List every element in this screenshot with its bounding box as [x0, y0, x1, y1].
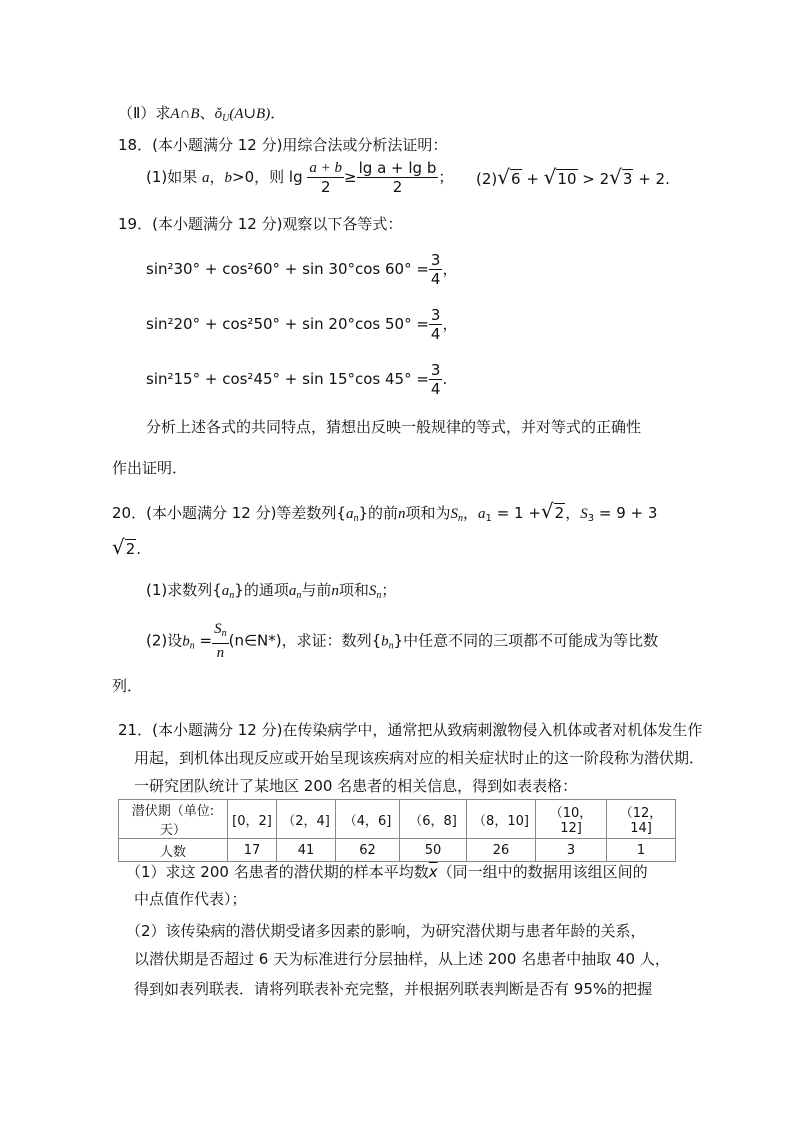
q18-part2 — [476, 162, 670, 194]
comma: ， — [442, 260, 458, 278]
sqrt-6: √6 — [497, 165, 521, 189]
sub-n: n — [229, 590, 235, 601]
q20-line2 — [112, 534, 141, 562]
frac-denominator: 4 — [430, 325, 441, 343]
frac-denominator: 4 — [430, 270, 441, 288]
period: . — [136, 540, 142, 558]
text: (n∈N*)，求证：数列{ — [228, 631, 382, 650]
table-cell: 50 — [400, 839, 467, 862]
q20-heading — [112, 498, 657, 532]
table-header-cell: （6，8] — [400, 800, 467, 839]
period: . — [442, 370, 448, 388]
equation-text: sin²15° + cos²45° + sin 15°cos 45° = — [146, 370, 429, 388]
frac-denominator: 4 — [430, 380, 441, 398]
var-s: S — [214, 621, 222, 637]
q21-sub2-line1: （2）该传染病的潜伏期受诸多因素的影响，为研究潜伏期与患者年龄的关系， — [126, 922, 646, 940]
var-s: S — [580, 506, 588, 522]
var-s: S — [368, 583, 377, 599]
table-cell: 62 — [336, 839, 400, 862]
table-header-cell: [0，2] — [228, 800, 277, 839]
radicand: 10 — [557, 170, 577, 188]
part-ii-text: 求 — [155, 104, 171, 122]
text: = 1 + — [491, 504, 541, 522]
q20-line-end: 列． — [112, 677, 143, 695]
x-bar: $\overline{x}$ — [428, 863, 438, 881]
frac-numerator: lg a + lg b — [358, 159, 437, 177]
radicand: 6 — [511, 170, 521, 188]
frac-denominator: 2 — [392, 178, 403, 196]
var-s: S — [450, 506, 459, 522]
table-cell: 1 — [607, 839, 676, 862]
comma: ， — [209, 168, 225, 186]
sqrt-2: √2 — [540, 499, 565, 523]
q21-sub2-line2: 以潜伏期是否超过 6 天为标准进行分层抽样，从上述 200 名患者中抽取 40 人， — [134, 950, 670, 968]
table-header-cell: 潜伏期（单位:天） — [119, 800, 228, 839]
table-header-cell: （2，4] — [277, 800, 336, 839]
table-cell: 26 — [467, 839, 536, 862]
var-b: b — [224, 170, 233, 186]
q19-eq3 — [146, 360, 447, 398]
table-header-cell: （12，14] — [607, 800, 676, 839]
text: 项和 — [338, 581, 369, 599]
ge-symbol: ≥ — [344, 168, 357, 186]
var-n: n — [331, 583, 339, 599]
var-a: a — [478, 506, 486, 522]
text: (2)设 — [146, 631, 183, 650]
separator: 、 — [199, 104, 215, 122]
frac-numerator: 3 — [430, 251, 441, 269]
sub-n: n — [458, 513, 464, 524]
table-header-cell: （8，10] — [467, 800, 536, 839]
table-header-row — [119, 800, 676, 839]
q18-p2-label: (2) — [476, 170, 498, 188]
three-quarters — [429, 361, 443, 398]
sqrt-2: √2 — [112, 535, 136, 559]
var-n: n — [398, 506, 406, 522]
union-expr: (A∪B) — [229, 106, 271, 122]
text: 与前 — [301, 581, 332, 599]
q21-sub1-line2: 中点值作代表）； — [134, 890, 247, 908]
frac-numerator: 3 — [430, 306, 441, 324]
radicand: 2 — [125, 540, 136, 558]
radicand: 3 — [622, 170, 633, 188]
table-cell: 3 — [536, 839, 607, 862]
var-b: b — [182, 633, 190, 650]
semicolon: ； — [438, 168, 454, 186]
q18-p1-label: (1)如果 — [146, 168, 198, 186]
q18-part1 — [146, 158, 453, 197]
q18-condition: >0，则 lg — [232, 168, 303, 186]
part-ii-label: （Ⅱ） — [118, 104, 156, 122]
q18-heading: 18．(本小题满分 12 分)用综合法或分析法证明： — [118, 136, 448, 154]
q21-line-2: 用起，到机体出现反应或开始呈现该疾病对应的相关症状时止的这一阶段称为潜伏期． — [134, 749, 705, 767]
sub-n: n — [388, 640, 394, 652]
text: }的通项 — [234, 581, 289, 599]
three-quarters — [429, 306, 443, 343]
sub-n: n — [376, 590, 382, 601]
sub-n: n — [296, 590, 302, 601]
table-row — [119, 839, 676, 862]
table-header-cell: （10，12] — [536, 800, 607, 839]
period: ． — [270, 104, 286, 122]
equation-text: sin²30° + cos²60° + sin 30°cos 60° = — [146, 260, 429, 278]
q19-text-2: 作出证明． — [112, 459, 188, 477]
q20-part2 — [146, 620, 658, 667]
text: （同一组中的数据用该组区间的 — [437, 863, 648, 881]
three-quarters — [429, 251, 443, 288]
comma: ， — [463, 504, 479, 522]
q18-fraction-right — [357, 159, 439, 196]
q21-sub2-line3: 得到如表列联表．请将列联表补充完整，并根据列联表判断是否有 95%的把握 — [134, 980, 653, 998]
text: }中任意不同的三项都不可能成为等比数 — [393, 631, 659, 650]
var-a: a — [345, 506, 354, 522]
text: 项和为 — [405, 504, 451, 522]
gt-two: > 2 — [577, 170, 610, 188]
table-cell: 17 — [228, 839, 277, 862]
frac-denominator: 2 — [320, 178, 331, 196]
sn-over-n — [212, 620, 229, 662]
q21-line-3: 一研究团队统计了某地区 200 名患者的相关信息，得到如表表格： — [134, 777, 578, 795]
part-ii-line — [118, 103, 285, 129]
q21-sub1-line1 — [126, 862, 648, 882]
sub-3: 3 — [587, 513, 595, 524]
equals: = — [194, 631, 213, 650]
text: （1）求这 200 名患者的潜伏期的样本平均数 — [126, 863, 429, 881]
radicand: 2 — [554, 504, 565, 522]
sub-n: n — [353, 513, 359, 524]
universal-set-sub: U — [222, 113, 230, 124]
frac-numerator — [212, 620, 229, 644]
frac-numerator: a + b — [309, 160, 343, 176]
q19-eq1 — [146, 250, 457, 288]
frac-numerator: 3 — [430, 361, 441, 379]
table-row-label: 人数 — [119, 839, 228, 862]
q21-line-1: 21．(本小题满分 12 分)在传染病学中，通常把从致病刺激物侵入机体或者对机体发生作 — [118, 721, 703, 739]
frac-denominator: n — [216, 645, 225, 661]
semicolon: ； — [381, 581, 397, 599]
q18-fraction-left — [307, 159, 344, 196]
sub-n: n — [189, 640, 195, 652]
sub-1: 1 — [485, 513, 492, 524]
comma: ， — [565, 504, 581, 522]
q19-heading: 19．(本小题满分 12 分)观察以下各等式： — [118, 215, 403, 233]
q19-text-1: 分析上述各式的共同特点，猜想出反映一般规律的等式，并对等式的正确性 — [146, 418, 642, 436]
plus-two: + 2. — [633, 170, 670, 188]
incubation-table — [118, 799, 676, 862]
sqrt-3: √3 — [609, 165, 633, 189]
var-a: a — [288, 583, 297, 599]
var-b: b — [381, 633, 389, 650]
text: = 9 + 3 — [594, 504, 658, 522]
var-a: a — [202, 170, 210, 186]
text: }的前 — [358, 504, 399, 522]
table-header-cell: （4，6] — [336, 800, 400, 839]
table-cell: 41 — [277, 839, 336, 862]
intersection-expr: A∩B — [170, 106, 200, 122]
text: (1)求数列{ — [146, 581, 222, 599]
q20-part1 — [146, 580, 396, 606]
var-a: a — [221, 583, 230, 599]
comma: ， — [442, 315, 458, 333]
plus: + — [521, 170, 544, 188]
complement-symbol: ǒ — [214, 106, 223, 122]
sqrt-10: √10 — [543, 165, 577, 189]
q20-head-text: 20．(本小题满分 12 分)等差数列{ — [112, 504, 346, 522]
sub-n: n — [221, 628, 227, 639]
q19-eq2 — [146, 305, 457, 343]
equation-text: sin²20° + cos²50° + sin 20°cos 50° = — [146, 315, 429, 333]
